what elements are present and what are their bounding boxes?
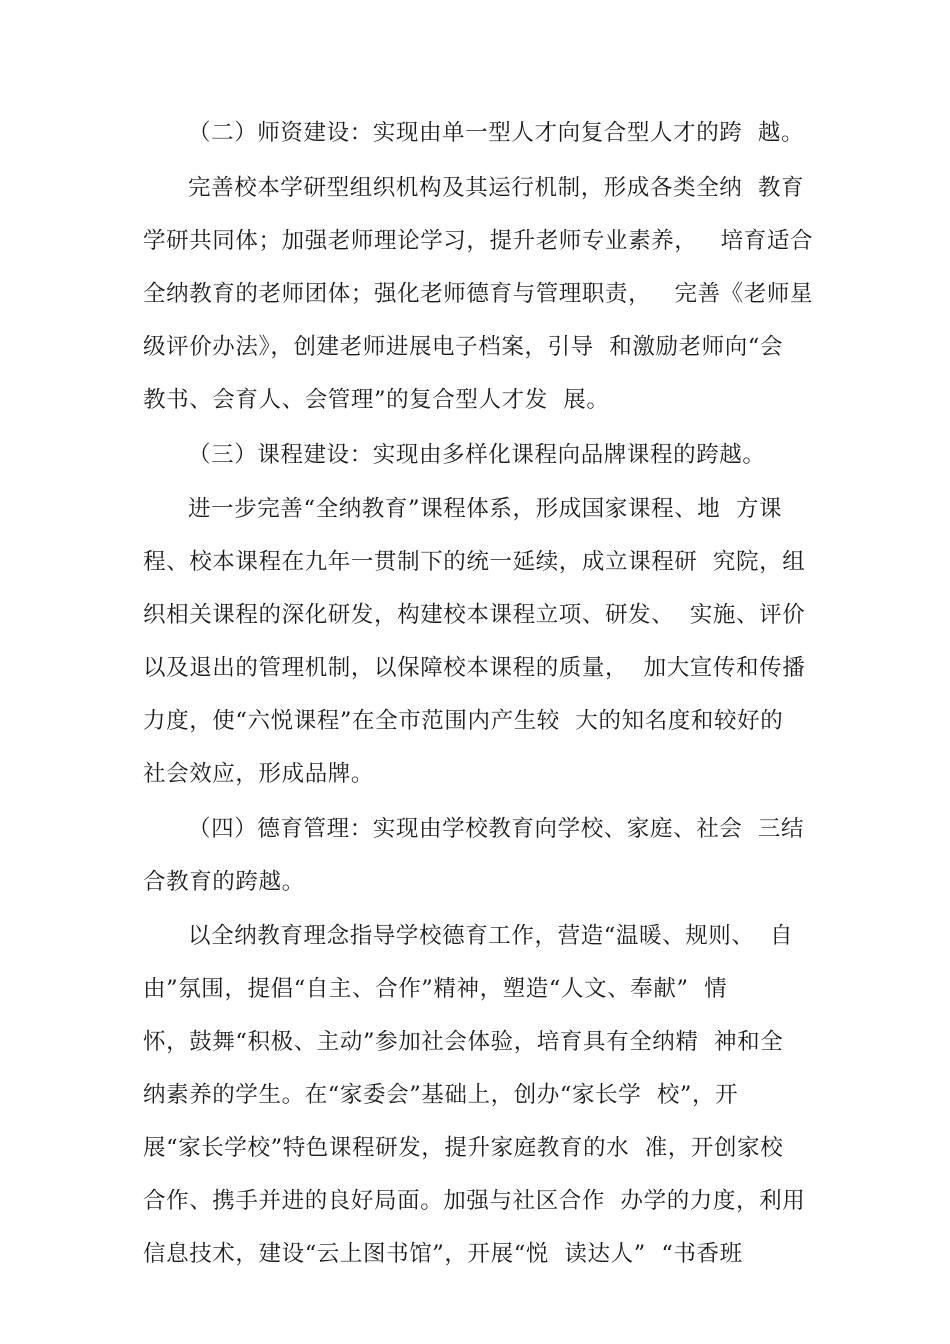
section-heading-2: （二）师资建设：实现由单一型人才向复合型人才的跨 越。 <box>188 120 805 146</box>
paragraph-line: 程、校本课程在九年一贯制下的统一延续，成立课程研 究院，组 <box>143 549 806 575</box>
paragraph-line: 合作、携手并进的良好局面。加强与社区合作 办学的力度，利用 <box>143 1188 806 1214</box>
paragraph-line: 由”氛围，提倡“自主、合作”精神，塑造“人文、奉献” 情 <box>143 976 728 1002</box>
paragraph-line: 社会效应，形成品牌。 <box>143 761 375 787</box>
paragraph-line: 以及退出的管理机制，以保障校本课程的质量， 加大宣传和传播 <box>143 655 806 681</box>
paragraph-line: 学研共同体；加强老师理论学习，提升老师专业素养， 培育适合 <box>143 228 814 254</box>
section-heading-3: （三）课程建设：实现由多样化课程向品牌课程的跨越。 <box>188 442 766 468</box>
section-heading-4: （四）德育管理：实现由学校教育向学校、家庭、社会 三结 <box>188 816 805 842</box>
paragraph-line: 纳素养的学生。在“家委会”基础上，创办“家长学 校”，开 <box>143 1082 739 1108</box>
paragraph-line: 合教育的跨越。 <box>143 869 305 895</box>
paragraph-line: 级评价办法》，创建老师进展电子档案，引导 和激励老师向“会 <box>143 334 784 360</box>
paragraph-line: 怀，鼓舞“积极、主动”参加社会体验，培育具有全纳精 神和全 <box>143 1029 784 1055</box>
paragraph-line: 展“家长学校”特色课程研发，提升家庭教育的水 准，开创家校 <box>143 1135 784 1161</box>
paragraph-line: 完善校本学研型组织机构及其运行机制，形成各类全纳 教育 <box>188 175 805 201</box>
paragraph-line: 力度，使“六悦课程”在全市范围内产生较 大的知名度和较好的 <box>143 708 784 734</box>
paragraph-line: 织相关课程的深化研发，构建校本课程立项、研发、 实施、评价 <box>143 602 806 628</box>
paragraph-line: 以全纳教育理念指导学校德育工作，营造“温暖、规则、 自 <box>188 923 794 949</box>
paragraph-line: 信息技术，建设“云上图书馆”，开展“悦 读达人” “书香班 <box>143 1241 743 1267</box>
paragraph-line: 全纳教育的老师团体；强化老师德育与管理职责， 完善《老师星 <box>143 281 814 307</box>
paragraph-line: 教书、会育人、会管理”的复合型人才发 展。 <box>143 387 610 413</box>
paragraph-line: 进一步完善“全纳教育”课程体系，形成国家课程、地 方课 <box>188 496 783 522</box>
